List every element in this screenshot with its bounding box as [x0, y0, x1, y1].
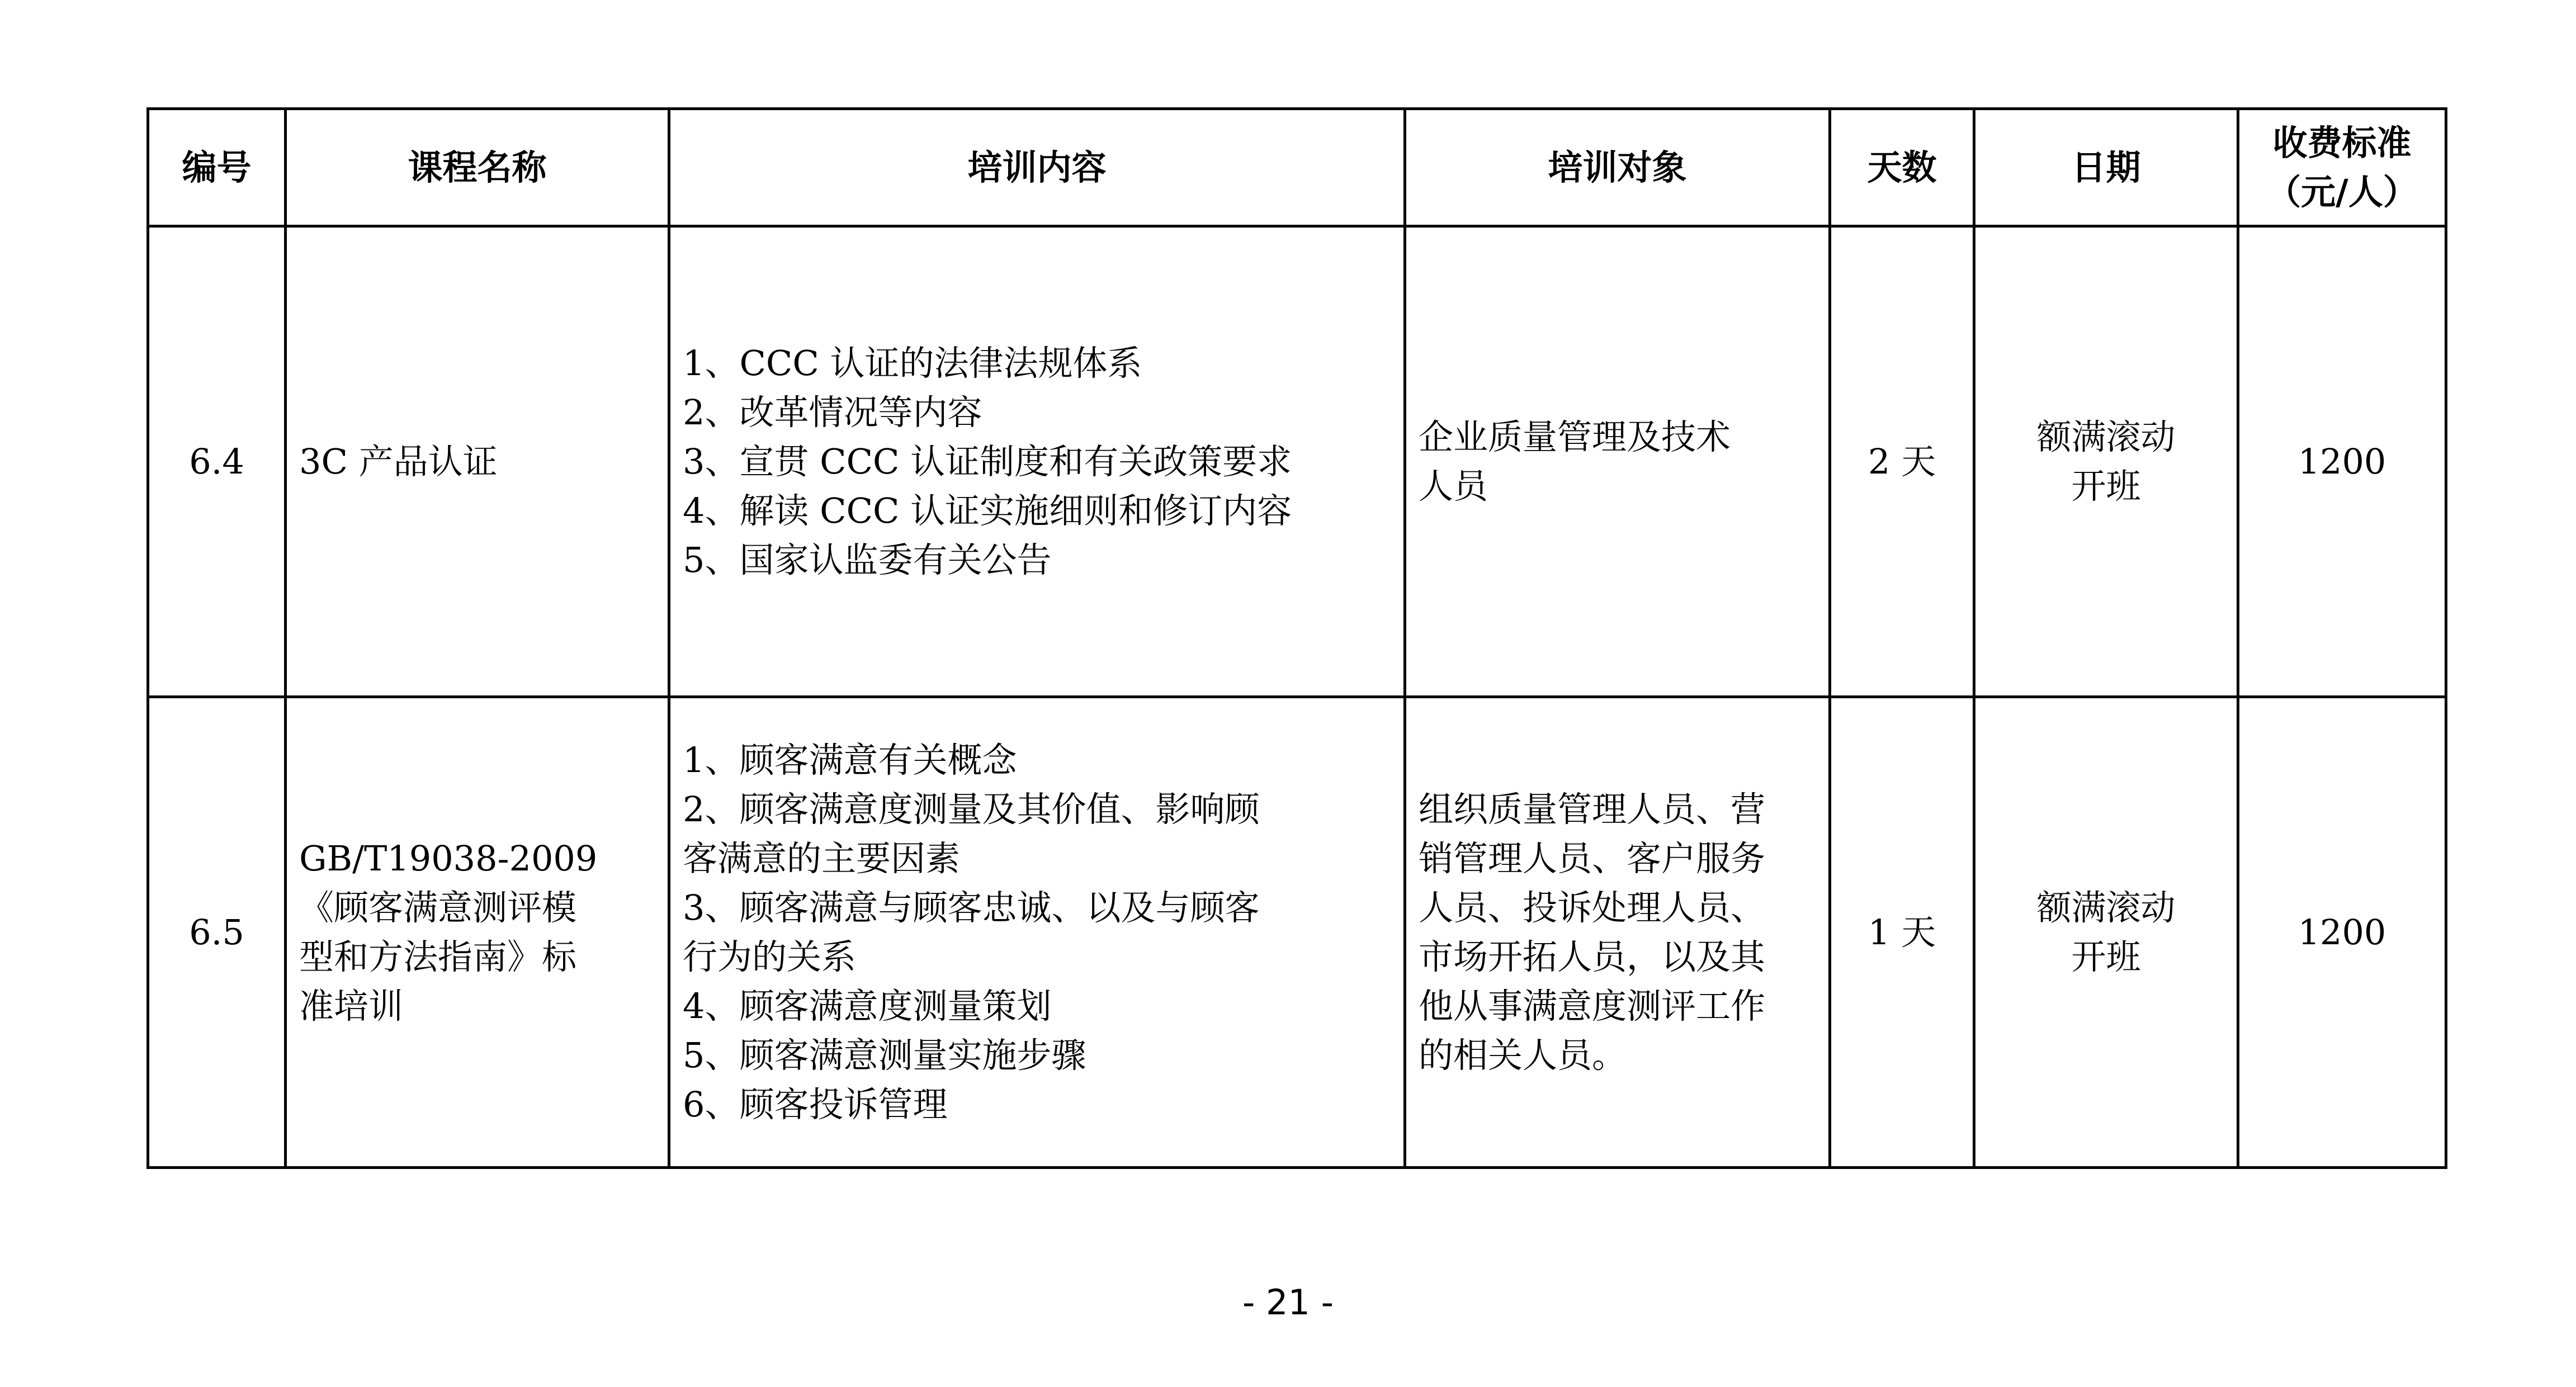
- date-line: 额满滚动: [2036, 887, 2176, 928]
- cell-content: [669, 226, 1405, 697]
- audience-line: 企业质量管理及技术: [1419, 416, 1731, 457]
- course-table: [146, 107, 2447, 1169]
- cell-date: [1974, 226, 2238, 697]
- content-line: 3、宣贯 CCC 认证制度和有关政策要求: [683, 441, 1292, 482]
- course-line: 3C 产品认证: [299, 441, 498, 482]
- audience-line: 人员、投诉处理人员、: [1419, 887, 1766, 928]
- date-line: 额满滚动: [2036, 416, 2176, 457]
- cell-audience: [1405, 226, 1830, 697]
- content-line: 1、CCC 认证的法律法规体系: [683, 342, 1142, 384]
- header-audience: 培训对象: [1405, 109, 1830, 226]
- cell-days: 2 天: [1830, 226, 1974, 697]
- table-row: [148, 226, 2446, 697]
- cell-audience: [1405, 697, 1830, 1168]
- course-line: 型和方法指南》标: [299, 936, 577, 977]
- page-number: - 21 -: [1242, 1282, 1334, 1323]
- course-line: 《顾客满意测评模: [299, 887, 577, 928]
- cell-date: [1974, 697, 2238, 1168]
- header-course-name: 课程名称: [286, 109, 669, 226]
- date-line: 开班: [2071, 465, 2141, 506]
- content-line: 5、国家认监委有关公告: [683, 539, 1052, 580]
- cell-course-name: [286, 226, 669, 697]
- content-line: 行为的关系: [683, 936, 857, 977]
- audience-line: 市场开拓人员，以及其: [1419, 936, 1766, 977]
- content-line: 6、顾客投诉管理: [683, 1083, 948, 1125]
- course-line: GB/T19038-2009: [299, 837, 598, 879]
- header-date: 日期: [1974, 109, 2238, 226]
- content-line: 2、改革情况等内容: [683, 391, 982, 433]
- audience-line: 组织质量管理人员、营: [1419, 788, 1766, 830]
- content-line: 1、顾客满意有关概念: [683, 739, 1017, 780]
- table-row: [148, 697, 2446, 1168]
- content-line: 4、解读 CCC 认证实施细则和修订内容: [683, 490, 1292, 531]
- header-fee-line1: 收费标准: [2272, 122, 2412, 163]
- header-fee: [2238, 109, 2446, 226]
- cell-no: 6.5: [148, 697, 286, 1168]
- header-row: [148, 109, 2446, 226]
- header-no: 编号: [148, 109, 286, 226]
- audience-line: 人员: [1419, 465, 1488, 506]
- cell-fee: 1200: [2238, 226, 2446, 697]
- cell-content: [669, 697, 1405, 1168]
- cell-course-name: [286, 697, 669, 1168]
- header-content: 培训内容: [669, 109, 1405, 226]
- cell-fee: 1200: [2238, 697, 2446, 1168]
- content-line: 客满意的主要因素: [683, 837, 961, 879]
- content-line: 3、顾客满意与顾客忠诚、以及与顾客: [683, 887, 1260, 928]
- audience-line: 他从事满意度测评工作: [1419, 985, 1766, 1026]
- content-line: 4、顾客满意度测量策划: [683, 985, 1052, 1026]
- content-line: 5、顾客满意测量实施步骤: [683, 1034, 1086, 1076]
- content-line: 2、顾客满意度测量及其价值、影响顾: [683, 788, 1260, 830]
- course-line: 准培训: [299, 985, 404, 1026]
- header-fee-line2: （元/人）: [2266, 171, 2418, 212]
- cell-days: 1 天: [1830, 697, 1974, 1168]
- audience-line: 的相关人员。: [1419, 1034, 1627, 1076]
- header-days: 天数: [1830, 109, 1974, 226]
- date-line: 开班: [2071, 936, 2141, 977]
- cell-no: 6.4: [148, 226, 286, 697]
- audience-line: 销管理人员、客户服务: [1419, 837, 1766, 879]
